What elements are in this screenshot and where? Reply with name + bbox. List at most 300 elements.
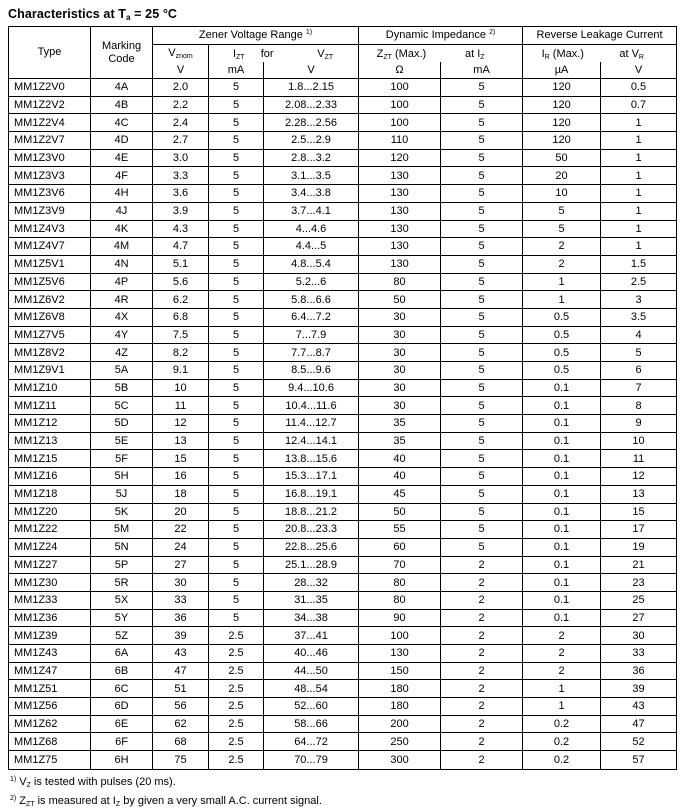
cell-marking-code: 5J — [91, 486, 153, 504]
cell-zzt: 50 — [359, 291, 441, 309]
footnote-number: 1) — [10, 775, 17, 783]
cell-at-iz: 5 — [441, 309, 523, 327]
cell-izt: 2.5 — [209, 680, 264, 698]
cell-izt: 5 — [209, 132, 264, 150]
cell-type: MM1Z68 — [9, 733, 91, 751]
cell-zzt: 100 — [359, 79, 441, 97]
footnote-1: $^{1)}$ $V_Z$ is tested with pulses (20 ms). — [10, 775, 176, 789]
cell-marking-code: 4M — [91, 238, 153, 256]
cell-vznom: 24 — [153, 539, 209, 557]
cell-type: MM1Z2V0 — [9, 79, 91, 97]
cell-izt: 5 — [209, 167, 264, 185]
cell-izt: 2.5 — [209, 627, 264, 645]
cell-ir: 0.1 — [523, 450, 601, 468]
cell-marking-code: 5D — [91, 415, 153, 433]
cell-at-iz: 5 — [441, 504, 523, 522]
table-row — [9, 504, 676, 522]
cell-zzt: 90 — [359, 610, 441, 628]
cell-zzt: 50 — [359, 504, 441, 522]
cell-izt: 5 — [209, 574, 264, 592]
cell-izt: 5 — [209, 274, 264, 292]
cell-vznom: 33 — [153, 592, 209, 610]
cell-vznom: 16 — [153, 468, 209, 486]
cell-zzt: 45 — [359, 486, 441, 504]
cell-type: MM1Z3V9 — [9, 203, 91, 221]
cell-ir: 0.5 — [523, 362, 601, 380]
unit-at-vr: V — [601, 62, 676, 79]
cell-at-vr: 57 — [632, 753, 645, 766]
cell-izt: 5 — [209, 309, 264, 327]
cell-vznom: 6.8 — [153, 309, 209, 327]
symbol-zzt-max: $Z_{ZT}$ (Max.) — [376, 47, 427, 61]
cell-at-iz: 2 — [441, 645, 523, 663]
cell-type: MM1Z39 — [9, 627, 91, 645]
cell-vzt: 58...66 — [264, 716, 359, 734]
title-subscript: a — [126, 13, 131, 22]
cell-vznom: 10 — [153, 380, 209, 398]
cell-vznom: 47 — [153, 663, 209, 681]
group-header-zener-voltage-range — [153, 27, 359, 45]
cell-vzt: 15.3...17.1 — [264, 468, 359, 486]
cell-type: MM1Z75 — [9, 751, 91, 769]
cell-zzt: 250 — [359, 733, 441, 751]
cell-at-vr: 43 — [601, 698, 676, 716]
cell-zzt: 130 — [359, 203, 441, 221]
cell-izt: 2.5 — [209, 733, 264, 751]
table-row — [9, 344, 676, 362]
cell-ir: 10 — [523, 185, 601, 203]
cell-at-iz: 5 — [441, 274, 523, 292]
table-row — [9, 132, 676, 150]
cell-vznom: 36 — [153, 610, 209, 628]
cell-zzt: 130 — [359, 238, 441, 256]
table-row — [9, 751, 676, 769]
cell-vzt: 3.4...3.8 — [264, 185, 359, 203]
cell-at-iz: 5 — [441, 450, 523, 468]
cell-vzt: 4.8...5.4 — [264, 256, 359, 274]
table-row — [9, 627, 676, 645]
cell-at-iz: 5 — [441, 238, 523, 256]
cell-vznom: 9.1 — [153, 362, 209, 380]
cell-at-vr: 21 — [601, 557, 676, 575]
cell-zzt: 30 — [359, 327, 441, 345]
cell-ir: 50 — [523, 150, 601, 168]
cell-izt: 2.5 — [209, 645, 264, 663]
table-row — [9, 450, 676, 468]
cell-marking-code: 5Y — [91, 610, 153, 628]
footnote-2: $^{2)}$ $Z_{ZT}$ is measured at $I_Z$ by given a very small A.C. current signal. — [10, 794, 322, 808]
cell-izt: 5 — [209, 344, 264, 362]
cell-type: MM1Z5V1 — [9, 256, 91, 274]
cell-type: MM1Z16 — [9, 468, 91, 486]
cell-ir: 5 — [523, 221, 601, 239]
cell-ir: 0.1 — [523, 539, 601, 557]
cell-type: MM1Z27 — [9, 557, 91, 575]
cell-vznom: 5.6 — [153, 274, 209, 292]
cell-ir: 120 — [523, 97, 601, 115]
symbol-at-vr: at $V_R$ — [619, 47, 644, 61]
cell-ir: 1 — [523, 680, 601, 698]
cell-at-iz: 5 — [441, 486, 523, 504]
cell-izt: 5 — [209, 592, 264, 610]
cell-vzt: 28...32 — [264, 574, 359, 592]
cell-at-vr: 1 — [601, 132, 676, 150]
cell-ir: 0.1 — [523, 397, 601, 415]
cell-izt: 5 — [209, 504, 264, 522]
table-row — [9, 150, 676, 168]
cell-zzt: 120 — [359, 150, 441, 168]
cell-izt: 2.5 — [209, 698, 264, 716]
cell-at-vr: 6 — [601, 362, 676, 380]
cell-type: MM1Z4V7 — [9, 238, 91, 256]
cell-type: MM1Z3V3 — [9, 167, 91, 185]
unit-ir: µA — [523, 62, 601, 79]
cell-ir: 2 — [523, 256, 601, 274]
cell-at-iz: 5 — [441, 362, 523, 380]
cell-izt: 5 — [209, 327, 264, 345]
cell-type: MM1Z12 — [9, 415, 91, 433]
cell-type: MM1Z10 — [9, 380, 91, 398]
cell-vzt: 2.08...2.33 — [264, 97, 359, 115]
cell-at-iz: 2 — [441, 680, 523, 698]
symbol-izt: $I_{ZT}$ — [232, 47, 245, 61]
cell-type: MM1Z7V5 — [9, 327, 91, 345]
table-row — [9, 380, 676, 398]
cell-izt: 5 — [209, 486, 264, 504]
cell-zzt: 80 — [359, 592, 441, 610]
table-row — [9, 539, 676, 557]
table-row — [9, 114, 676, 132]
col-header-type: Type — [9, 27, 91, 79]
cell-at-iz: 5 — [441, 539, 523, 557]
table-row — [9, 362, 676, 380]
cell-vznom: 3.0 — [153, 150, 209, 168]
group-header-dynamic-impedance — [359, 27, 523, 45]
cell-ir: 0.5 — [523, 309, 601, 327]
cell-vzt: 48...54 — [264, 680, 359, 698]
cell-zzt: 130 — [359, 221, 441, 239]
footnote-ref-2: 2) — [489, 29, 496, 37]
cell-zzt: 80 — [359, 274, 441, 292]
cell-vznom: 15 — [153, 450, 209, 468]
cell-vzt: 31...35 — [264, 592, 359, 610]
cell-marking-code: 5M — [91, 521, 153, 539]
cell-type: MM1Z47 — [9, 663, 91, 681]
cell-marking-code: 4A — [91, 79, 153, 97]
table-row — [9, 185, 676, 203]
cell-at-vr: 7 — [601, 380, 676, 398]
cell-vzt: 3.7...4.1 — [264, 203, 359, 221]
cell-type: MM1Z2V4 — [9, 114, 91, 132]
table-row — [9, 221, 676, 239]
cell-marking-code: 5B — [91, 380, 153, 398]
cell-vzt: 20.8...23.3 — [264, 521, 359, 539]
cell-type: MM1Z20 — [9, 504, 91, 522]
cell-at-iz: 5 — [441, 433, 523, 451]
cell-at-vr: 1 — [601, 167, 676, 185]
cell-at-iz: 5 — [441, 114, 523, 132]
unit-vznom: V — [153, 62, 209, 79]
cell-ir: 0.2 — [523, 716, 601, 734]
cell-marking-code: 4K — [91, 221, 153, 239]
cell-at-iz: 5 — [441, 256, 523, 274]
cell-type: MM1Z43 — [9, 645, 91, 663]
title-text: Characteristics at T — [8, 7, 127, 21]
cell-vzt: 64...72 — [264, 733, 359, 751]
cell-vznom: 39 — [153, 627, 209, 645]
cell-at-vr: 0.7 — [601, 97, 676, 115]
cell-at-vr: 3.5 — [601, 309, 676, 327]
cell-type: MM1Z2V2 — [9, 97, 91, 115]
cell-vznom: 2.7 — [153, 132, 209, 150]
symbol-subscript: znom — [175, 53, 193, 61]
cell-zzt: 70 — [359, 557, 441, 575]
cell-zzt: 35 — [359, 433, 441, 451]
cell-vzt: 52...60 — [264, 698, 359, 716]
cell-at-iz: 5 — [441, 468, 523, 486]
cell-at-iz: 2 — [441, 557, 523, 575]
cell-zzt: 130 — [359, 256, 441, 274]
cell-izt: 5 — [209, 539, 264, 557]
unit-zzt: Ω — [359, 62, 441, 79]
cell-izt: 2.5 — [209, 716, 264, 734]
cell-type: MM1Z3V0 — [9, 150, 91, 168]
cell-ir: 0.5 — [523, 344, 601, 362]
table-row — [9, 415, 676, 433]
cell-vzt: 3.1...3.5 — [264, 167, 359, 185]
cell-ir: 0.1 — [523, 380, 601, 398]
cell-vznom: 8.2 — [153, 344, 209, 362]
cell-marking-code: 6E — [91, 716, 153, 734]
cell-vzt: 11.4...12.7 — [264, 415, 359, 433]
cell-vznom: 51 — [153, 680, 209, 698]
cell-ir: 2 — [523, 238, 601, 256]
cell-at-iz: 5 — [441, 521, 523, 539]
symbol: V — [168, 47, 176, 60]
cell-marking-code: 4J — [91, 203, 153, 221]
cell-vzt: 16.8...19.1 — [264, 486, 359, 504]
cell-zzt: 130 — [359, 167, 441, 185]
cell-marking-code: 6A — [91, 645, 153, 663]
table-row — [9, 468, 676, 486]
cell-at-iz: 5 — [441, 291, 523, 309]
cell-izt: 5 — [209, 468, 264, 486]
cell-vznom: 3.9 — [153, 203, 209, 221]
title-temperature: = 25 °C — [130, 7, 178, 21]
cell-at-vr: 1 — [601, 203, 676, 221]
table-row — [9, 238, 676, 256]
cell-type: MM1Z3V6 — [9, 185, 91, 203]
cell-ir: 120 — [523, 132, 601, 150]
cell-marking-code: 5R — [91, 574, 153, 592]
table-row — [9, 167, 676, 185]
table-row — [9, 610, 676, 628]
cell-ir: 0.2 — [523, 733, 601, 751]
cell-type: MM1Z5V6 — [9, 274, 91, 292]
cell-vznom: 11 — [153, 397, 209, 415]
cell-marking-code: 6B — [91, 663, 153, 681]
cell-zzt: 200 — [359, 716, 441, 734]
table-row — [9, 521, 676, 539]
cell-vznom: 18 — [153, 486, 209, 504]
cell-marking-code: 5N — [91, 539, 153, 557]
cell-marking-code: 4E — [91, 150, 153, 168]
group-label: Dynamic Impedance — [385, 29, 490, 42]
table-row — [9, 557, 676, 575]
cell-at-vr: 15 — [601, 504, 676, 522]
cell-ir: 120 — [523, 79, 601, 97]
cell-zzt: 30 — [359, 380, 441, 398]
cell-vznom: 2.4 — [153, 114, 209, 132]
cell-ir: 0.5 — [523, 327, 601, 345]
cell-vzt: 12.4...14.1 — [264, 433, 359, 451]
cell-vzt: 7...7.9 — [264, 327, 359, 345]
cell-vzt: 7.7...8.7 — [264, 344, 359, 362]
cell-ir: 0.1 — [523, 610, 601, 628]
cell-type: MM1Z6V8 — [9, 309, 91, 327]
cell-at-vr: 1 — [601, 238, 676, 256]
cell-izt: 5 — [209, 450, 264, 468]
table-row — [9, 256, 676, 274]
cell-type: MM1Z9V1 — [9, 362, 91, 380]
col-header-ir-at-vr — [523, 45, 676, 62]
cell-at-iz: 5 — [441, 397, 523, 415]
cell-at-iz: 2 — [441, 592, 523, 610]
cell-vzt: 25.1...28.9 — [264, 557, 359, 575]
cell-izt: 5 — [209, 397, 264, 415]
cell-vzt: 2.5...2.9 — [264, 132, 359, 150]
table-row — [9, 663, 676, 681]
cell-type: MM1Z13 — [9, 433, 91, 451]
cell-at-vr: 1 — [601, 114, 676, 132]
page-title — [8, 7, 683, 21]
cell-zzt: 100 — [359, 627, 441, 645]
cell-at-vr: 36 — [601, 663, 676, 681]
cell-at-vr: 52 — [601, 733, 676, 751]
cell-marking-code: 5C — [91, 397, 153, 415]
cell-at-vr: 11 — [601, 450, 676, 468]
cell-at-vr: 9 — [601, 415, 676, 433]
cell-vzt: 9.4...10.6 — [264, 380, 359, 398]
cell-zzt: 60 — [359, 539, 441, 557]
cell-vznom: 22 — [153, 521, 209, 539]
cell-zzt: 80 — [359, 574, 441, 592]
cell-vznom: 4.7 — [153, 238, 209, 256]
table-body — [9, 79, 676, 769]
cell-at-iz: 5 — [441, 79, 523, 97]
cell-vznom: 6.2 — [153, 291, 209, 309]
cell-at-vr: 3 — [601, 291, 676, 309]
cell-vzt: 1.8...2.15 — [264, 79, 359, 97]
cell-marking-code: 5P — [91, 557, 153, 575]
cell-vznom: 2.2 — [153, 97, 209, 115]
cell-izt: 5 — [209, 238, 264, 256]
cell-zzt: 100 — [359, 114, 441, 132]
cell-zzt: 30 — [359, 344, 441, 362]
cell-zzt: 35 — [359, 415, 441, 433]
table-row — [9, 645, 676, 663]
cell-type: MM1Z4V3 — [9, 221, 91, 239]
cell-type: MM1Z8V2 — [9, 344, 91, 362]
cell-ir: 2 — [523, 645, 601, 663]
cell-ir: 1 — [523, 698, 601, 716]
cell-vzt: 4.4...5 — [264, 238, 359, 256]
cell-izt: 5 — [209, 521, 264, 539]
cell-at-iz: 5 — [441, 150, 523, 168]
cell-marking-code: 4B — [91, 97, 153, 115]
cell-marking-code: 4F — [91, 167, 153, 185]
cell-vznom: 56 — [153, 698, 209, 716]
table-row — [9, 486, 676, 504]
cell-vznom: 12 — [153, 415, 209, 433]
table-row — [9, 698, 676, 716]
cell-at-vr: 39 — [601, 680, 676, 698]
cell-type: MM1Z11 — [9, 397, 91, 415]
cell-at-iz: 2 — [441, 627, 523, 645]
cell-at-vr: 23 — [601, 574, 676, 592]
cell-at-vr: 13 — [601, 486, 676, 504]
cell-izt: 5 — [209, 415, 264, 433]
cell-type: MM1Z22 — [9, 521, 91, 539]
cell-ir: 2 — [523, 663, 601, 681]
cell-marking-code: 5E — [91, 433, 153, 451]
cell-at-iz: 5 — [441, 221, 523, 239]
cell-at-iz: 2 — [441, 733, 523, 751]
cell-marking-code: 5A — [91, 362, 153, 380]
symbol-iz: I — [112, 794, 116, 807]
cell-at-iz: 5 — [441, 132, 523, 150]
col-header-vznom — [153, 45, 209, 62]
cell-ir: 0.1 — [523, 521, 601, 539]
cell-at-iz: 5 — [441, 167, 523, 185]
cell-vznom: 30 — [153, 574, 209, 592]
cell-ir: 0.1 — [523, 415, 601, 433]
cell-zzt: 180 — [359, 680, 441, 698]
symbol-vz: V — [19, 775, 27, 788]
table-row — [9, 203, 676, 221]
cell-marking-code: 5H — [91, 468, 153, 486]
cell-zzt: 40 — [359, 450, 441, 468]
cell-ir: 0.1 — [523, 557, 601, 575]
cell-izt: 5 — [209, 557, 264, 575]
cell-vzt: 18.8...21.2 — [264, 504, 359, 522]
symbol-at-iz: at $I_Z$ — [464, 47, 485, 61]
cell-marking-code: 5X — [91, 592, 153, 610]
cell-marking-code: 5F — [91, 450, 153, 468]
cell-vzt: 22.8...25.6 — [264, 539, 359, 557]
cell-vznom: 43 — [153, 645, 209, 663]
table-row — [9, 733, 676, 751]
cell-at-iz: 2 — [441, 574, 523, 592]
cell-at-vr: 4 — [601, 327, 676, 345]
cell-type: MM1Z18 — [9, 486, 91, 504]
cell-at-vr: 17 — [601, 521, 676, 539]
cell-izt: 5 — [209, 221, 264, 239]
cell-at-vr: 1 — [601, 150, 676, 168]
table-row — [9, 274, 676, 292]
cell-vzt: 44...50 — [264, 663, 359, 681]
cell-type: MM1Z33 — [9, 592, 91, 610]
cell-zzt: 110 — [359, 132, 441, 150]
table-row — [9, 680, 676, 698]
cell-vzt: 6.4...7.2 — [264, 309, 359, 327]
cell-at-vr: 2.5 — [601, 274, 676, 292]
cell-type: MM1Z30 — [9, 574, 91, 592]
cell-at-vr: 30 — [601, 627, 676, 645]
footnote-number: 2) — [10, 794, 17, 802]
table-row — [9, 97, 676, 115]
symbol-vzt: $V_{ZT}$ — [317, 47, 334, 61]
